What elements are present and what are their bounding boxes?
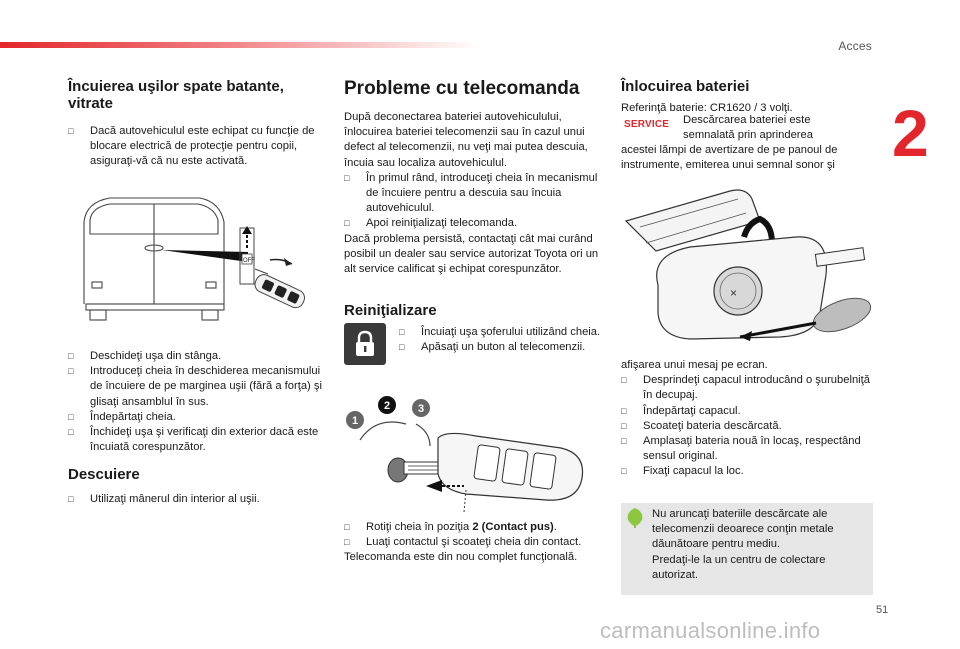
off-label: OFF [243,258,255,264]
eco-note-1: Nu aruncaţi bateriile descărcate ale telecomenzii deoarece conţin metale dăunătoare pentru mediu. [652,508,834,551]
lock-icon [344,323,386,365]
chapter-number: 2 [892,96,929,170]
rear-doors-section [68,78,318,170]
rear-doors-title: Încuierea uşilor spate batante, vitrate [68,78,284,112]
eco-leaf-icon [624,506,646,528]
reinit-step-press: □ Apăsaţi un buton al telecomenzii. [399,340,604,355]
battery-replacement-illustration [620,185,875,345]
unlock-title: Descuiere [68,466,140,483]
reinit-step-lock: □ Încuiaţi uşa şoferului utilizând cheia. [399,325,604,340]
remote-step-key: □ În primul rând, introduceţi cheia în mecanismul de încuiere pentru a descuia sau încuia autovehiculul. [344,171,606,217]
diagram-label-3: 3 [418,403,425,415]
reinit-section [344,302,606,320]
step-open-door: □ Deschideţi uşa din stânga. [68,349,330,364]
battery-reference: Referinţă baterie: CR1620 / 3 volţi. [621,102,793,114]
section-title: Acces [838,39,872,53]
diagram-label-1: 1 [352,415,359,427]
remote-problems-section [344,78,606,277]
eco-note-text [652,507,867,583]
service-text-c: acestei lămpi de avertizare de pe panoul de instrumente, emiterea unui semnal sonor şi [621,144,838,172]
header-accent-bar [0,42,480,48]
step-remove-key: □ Îndepărtaţi cheia. [68,410,330,425]
service-text-b: semnalată prin aprinderea [683,129,813,142]
battery-step-remove-battery: □ Scoateţi bateria descărcată. [621,419,873,434]
battery-step-refit-cover: □ Fixaţi capacul la loc. [621,464,873,479]
watermark: carmanualsonline.info [600,618,821,643]
battery-title: Înlocuirea bateriei [621,78,750,95]
battery-step-insert-battery: □ Amplasaţi bateria nouă în locaş, respectând sensul original. [621,434,873,464]
service-text-a: Descărcarea bateriei este [683,114,811,126]
remote-problems-title: Probleme cu telecomanda [344,78,580,99]
remote-step-reinit: □ Apoi reiniţializaţi telecomanda. [344,216,606,231]
battery-continued: afişarea unui mesaj pe ecran. [621,359,768,371]
battery-step-release: □ Desprindeţi capacul introducând o şurubelniţă în decupaj. [621,373,873,403]
rear-doors-intro: □ Dacă autovehiculul este echipat cu funcţie de blocare electrică de protecţie pentru copii, asiguraţi-vă că nu este activată. [68,124,318,170]
remote-problems-intro: După deconectarea bateriei autovehiculului, înlocuirea bateriei telecomenzii sau în cazul unui defect al telecomenzii, nu veţi mai putea descuia, încuia sau localiza autovehiculul. [344,111,588,169]
service-warning-icon: SERVICE [624,119,670,130]
battery-step-remove-cover: □ Îndepărtaţi capacul. [621,404,873,419]
unlock-step: □ Utilizaţi mânerul din interior al uşii. [68,492,318,507]
reinit-title: Reiniţializare [344,302,437,319]
service-text-full [621,143,873,173]
van-rear-illustration [70,192,315,322]
eco-note-2: Predaţi-le la un centru de colectare autorizat. [652,553,826,581]
service-text-indented [683,113,873,143]
unlock-section [68,466,318,507]
svg-text:×: × [730,286,738,300]
battery-section [621,78,873,116]
reinit-steps [399,325,604,355]
reinit-final-steps [344,520,606,566]
diagram-label-2: 2 [384,400,391,412]
remote-problems-outro: Dacă problema persistă, contactaţi cât mai curând posibil un dealer sau service autorizat Toyota ori un alt service calificat şi echipat corespunzător. [344,232,599,276]
final-step-turn-key: □ Rotiţi cheia în poziţia 2 (Contact pus). [344,520,606,535]
page-number: 51 [876,604,889,616]
reinit-outro: Telecomanda este din nou complet funcţională. [344,551,578,564]
battery-steps [621,358,873,480]
step-insert-key: □ Introduceţi cheia în deschiderea mecanismului de încuiere de pe marginea uşii (fără a forţa) şi glisaţi ansamblul în sus. [68,364,330,410]
step-close-door: □ Închideţi uşa şi verificaţi din exterior dacă este încuiată corespunzător. [68,425,330,455]
key-ignition-illustration [346,394,596,510]
rear-doors-steps [68,349,330,455]
final-step-remove-key: □ Luaţi contactul şi scoateţi cheia din contact. [344,535,606,550]
